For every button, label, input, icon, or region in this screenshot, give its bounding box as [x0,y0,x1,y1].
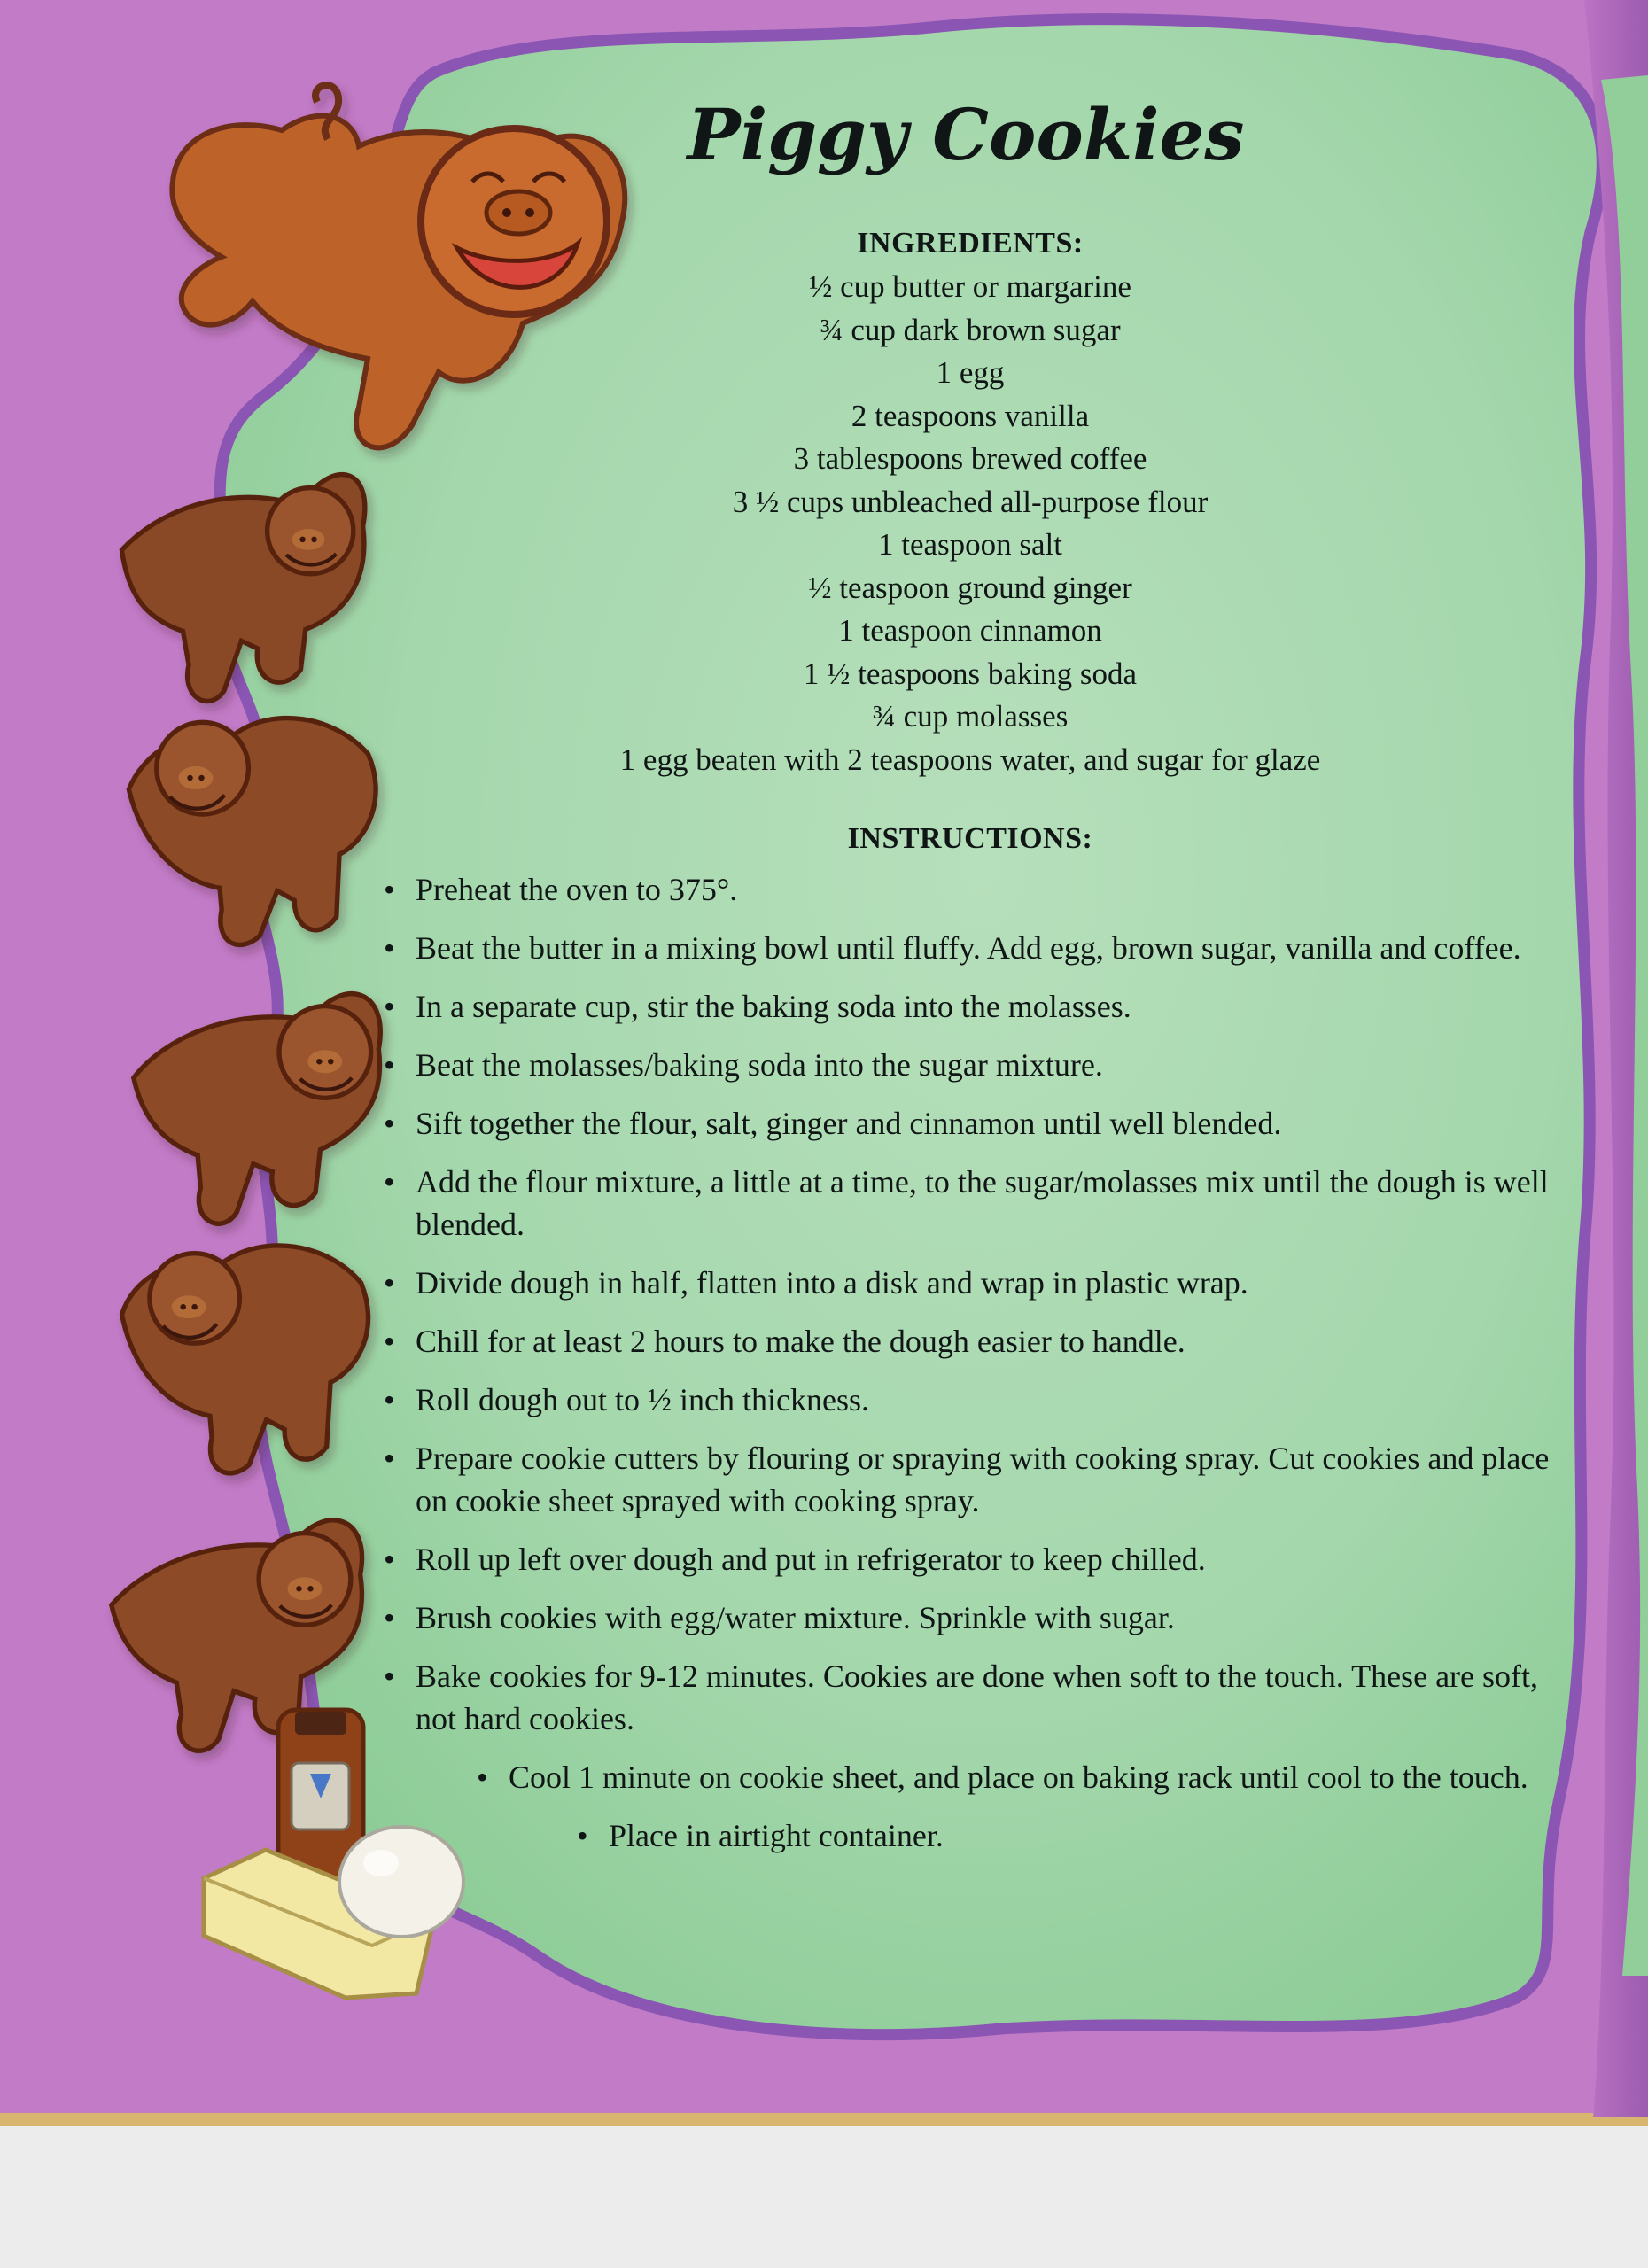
instruction-item: • Brush cookies with egg/water mixture. Sprinkle with sugar. [377,1596,1551,1639]
ingredient-item: ¾ cup dark brown sugar [820,312,1121,347]
instruction-item: • Cool 1 minute on cookie sheet, and place on baking rack until cool to the touch. [470,1756,1551,1798]
ingredients-list [532,266,1409,781]
ingredient-item: ½ cup butter or margarine [809,269,1131,304]
instruction-item: • Place in airtight container. [570,1814,1551,1857]
instruction-item: • Add the flour mixture, a little at a time, to the sugar/molasses mix until the dough is well blended. [377,1161,1551,1246]
instructions-heading: INSTRUCTIONS: [847,822,1093,855]
instructions-list [377,868,1551,1873]
instruction-item: • Sift together the flour, salt, ginger and cinnamon until well blended. [377,1102,1551,1145]
ingredient-item: 3 ½ cups unbleached all-purpose flour [732,484,1209,519]
ingredient-item: ½ teaspoon ground ginger [808,570,1132,605]
ingredient-item: 1 ½ teaspoons baking soda [803,656,1138,691]
ingredient-item: 3 tablespoons brewed coffee [793,441,1147,476]
instruction-item: • Beat the butter in a mixing bowl until fluffy. Add egg, brown sugar, vanilla and coffee. [377,927,1551,969]
instruction-item: • Divide dough in half, flatten into a disk and wrap in plastic wrap. [377,1262,1551,1304]
ingredient-item: 1 egg beaten with 2 teaspoons water, and sugar for glaze [619,742,1321,777]
ingredient-item: ¾ cup molasses [872,699,1069,734]
ingredients-heading: INGREDIENTS: [857,227,1084,260]
ingredient-item: 1 teaspoon cinnamon [838,613,1102,648]
ingredient-item: 1 teaspoon salt [877,527,1063,562]
ingredient-item: 2 teaspoons vanilla [851,398,1090,433]
instruction-item: • In a separate cup, stir the baking soda into the molasses. [377,985,1551,1028]
instruction-item: • Prepare cookie cutters by flouring or spraying with cooking spray. Cut cookies and place on cookie sheet sprayed with cooking spray. [377,1437,1551,1522]
instruction-item: • Roll up left over dough and put in refrigerator to keep chilled. [377,1538,1551,1581]
instruction-item: • Bake cookies for 9-12 minutes. Cookies are done when soft to the touch. These are soft, not hard cookies. [377,1655,1551,1740]
instruction-item: • Chill for at least 2 hours to make the dough easier to handle. [377,1320,1551,1363]
ingredient-item: 1 egg [936,355,1005,390]
scan-bottom-margin [0,2117,1648,2268]
page-edge-strip [0,2113,1648,2126]
instruction-item: • Preheat the oven to 375°. [377,868,1551,911]
recipe-title: Piggy Cookies [687,93,1245,176]
instruction-item: • Beat the molasses/baking soda into the sugar mixture. [377,1044,1551,1086]
instruction-item: • Roll dough out to ½ inch thickness. [377,1379,1551,1421]
